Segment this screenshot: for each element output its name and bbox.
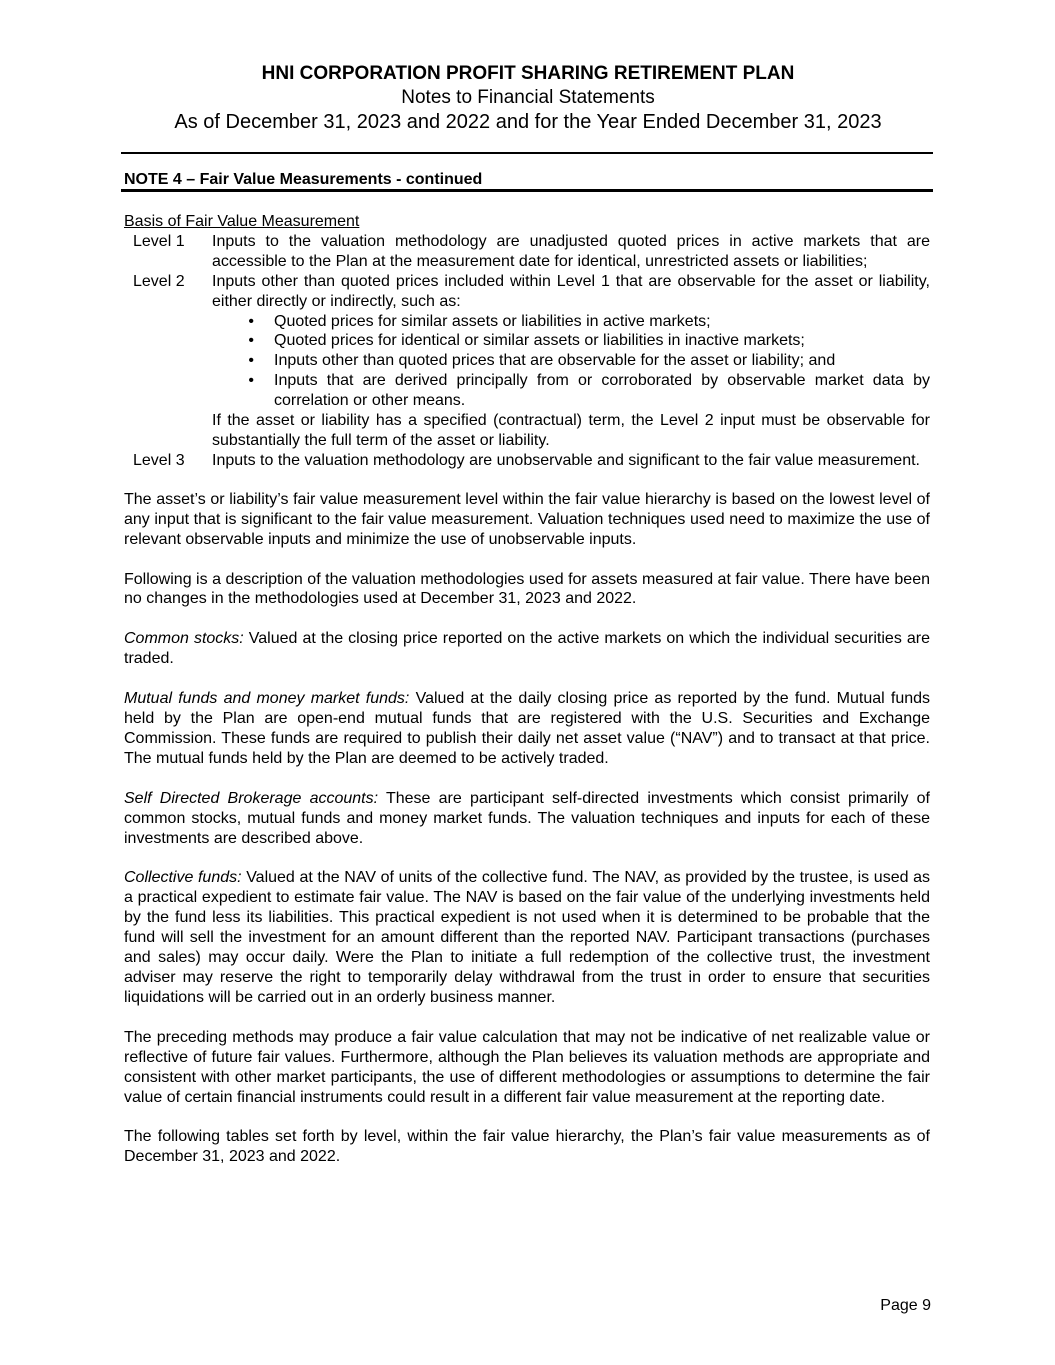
level-2-text: Inputs other than quoted prices included within Level 1 that are observable for the asset or liability, either directly or indirectly, such as:	[212, 272, 930, 310]
paragraph-self-directed: Self Directed Brokerage accounts: These are participant self-directed investments which consist primarily of common stocks, mutual funds and money market funds. The valuation techniques and inputs for each of these investments are described above.	[124, 789, 930, 847]
level-3-label: Level 3	[133, 451, 185, 469]
note-rule	[121, 189, 933, 192]
self-directed-label: Self Directed Brokerage accounts:	[124, 789, 379, 807]
page-number: Page 9	[880, 1297, 931, 1314]
list-item: • Inputs that are derived principally from or corroborated by observable market data by correlation or other means.	[212, 371, 930, 411]
bullet-icon: •	[248, 332, 254, 350]
level-1-row	[124, 232, 930, 272]
bullet-icon: •	[248, 312, 254, 330]
list-item: • Quoted prices for identical or similar assets or liabilities in inactive markets;	[212, 331, 930, 351]
paragraph-preceding-methods: The preceding methods may produce a fair value calculation that may not be indicative of net realizable value or reflective of future fair values. Furthermore, although the Plan believes its valuation methods are appropriate and consistent with other market participants, the use of different methodologies or assumptions to determine the fair value of certain financial instruments could result in a different fair value measurement at the reporting date.	[124, 1028, 930, 1106]
mutual-funds-label: Mutual funds and money market funds:	[124, 690, 410, 708]
common-stocks-label: Common stocks:	[124, 630, 244, 648]
header-rule	[121, 152, 933, 154]
document-body	[124, 212, 930, 1187]
level-1-label: Level 1	[133, 232, 185, 250]
paragraph-collective-funds: Collective funds: Valued at the NAV of units of the collective fund. The NAV, as provided by the trustee, is used as a practical expedient to estimate fair value. The NAV is based on the fair value of the underlying investments held by the fund less its liabilities. This practical expedient is not used when it is determined to be probable that the fund will sell the investment for an amount different than the reported NAV. Participant transactions (purchases and sales) may occur daily. Were the Plan to initiate a full redemption of the collective trust, the investment adviser may reserve the right to temporarily delay withdrawal from the trust in order to ensure that securities liquidations will be carried out in an orderly business manner.	[124, 869, 931, 1006]
bullet-icon: •	[248, 352, 254, 370]
level-1-text: Inputs to the valuation methodology are unadjusted quoted prices in active markets that are accessible to the Plan at the measurement date for identical, unrestricted assets or liabilities;	[212, 232, 930, 270]
level-2-bullet-list	[212, 312, 930, 412]
document-header	[124, 62, 932, 135]
basis-heading: Basis of Fair Value Measurement	[124, 213, 360, 230]
level-3-row	[124, 451, 930, 471]
document-title: HNI CORPORATION PROFIT SHARING RETIREMENT PLAN	[261, 63, 795, 84]
list-item: • Quoted prices for similar assets or liabilities in active markets;	[212, 312, 930, 332]
collective-funds-label: Collective funds:	[124, 869, 242, 887]
level-3-text: Inputs to the valuation methodology are unobservable and significant to the fair value measurement.	[212, 451, 920, 469]
bullet-icon: •	[248, 372, 254, 390]
paragraph-hierarchy: The asset’s or liability’s fair value measurement level within the fair value hierarchy is based on the lowest level of any input that is significant to the fair value measurement. Valuation techniques used need to maximize the use of relevant observable inputs and minimize the use of unobservable inputs.	[124, 490, 930, 548]
list-item: • Inputs other than quoted prices that are observable for the asset or liability; and	[212, 351, 930, 371]
paragraph-methodologies: Following is a description of the valuation methodologies used for assets measured at fair value. There have been no changes in the methodologies used at December 31, 2023 and 2022.	[124, 570, 930, 608]
note-title: NOTE 4 – Fair Value Measurements - continued	[124, 171, 483, 188]
paragraph-mutual-funds: Mutual funds and money market funds: Valued at the daily closing price as reported by the fund. Mutual funds held by the Plan are open-end mutual funds that are registered with the U.S. Securities and Exchange Commission. These funds are required to publish their daily net asset value (“NAV”) and to transact at that price. The mutual funds held by the Plan are deemed to be actively traded.	[124, 690, 931, 767]
level-2-label: Level 2	[133, 272, 185, 290]
level-2-after-text: If the asset or liability has a specified (contractual) term, the Level 2 input must be observable for substantially the full term of the asset or liability.	[212, 412, 930, 449]
level-2-row	[124, 272, 930, 451]
document-subtitle: Notes to Financial Statements	[401, 87, 655, 108]
paragraph-common-stocks: Common stocks: Valued at the closing price reported on the active markets on which the individual securities are traded.	[124, 630, 931, 668]
document-period: As of December 31, 2023 and 2022 and for the Year Ended December 31, 2023	[174, 111, 882, 133]
paragraph-following-tables: The following tables set forth by level, within the fair value hierarchy, the Plan’s fair value measurements as of December 31, 2023 and 2022.	[124, 1128, 930, 1166]
